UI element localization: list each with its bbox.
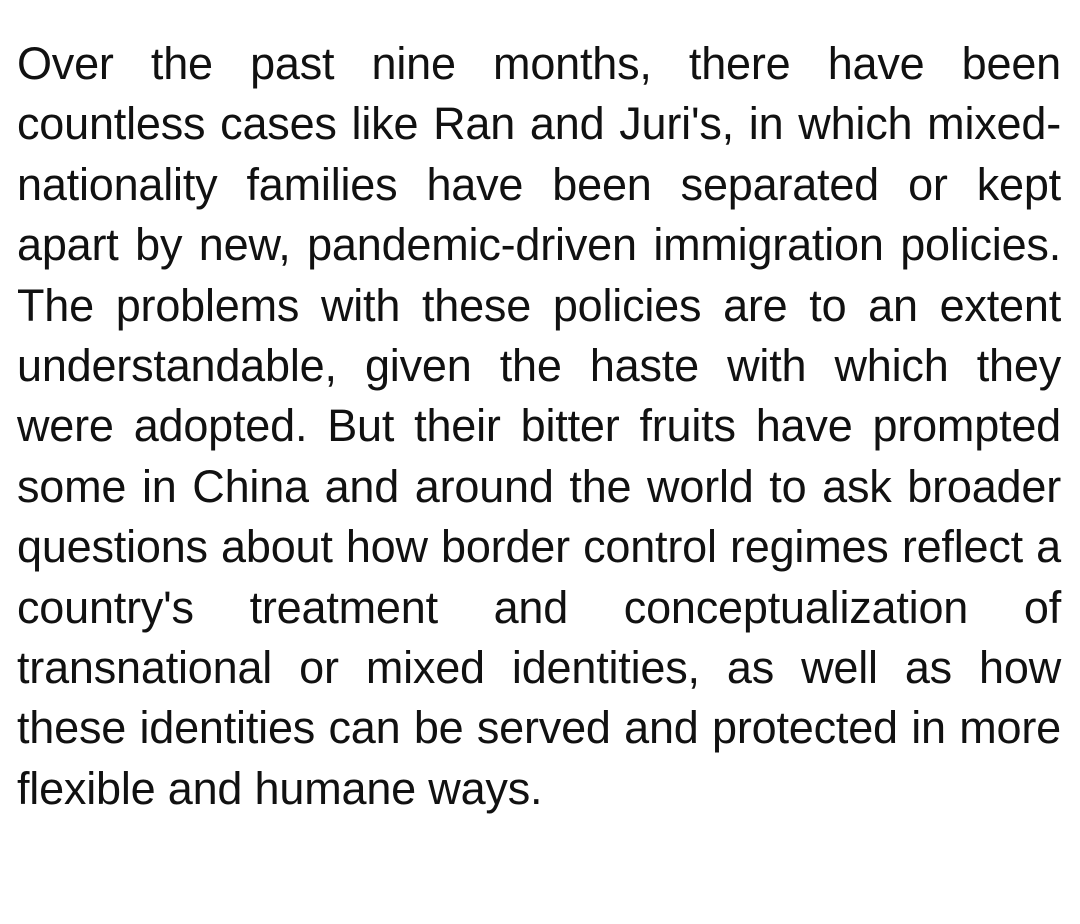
article-body: [17, 34, 1061, 819]
article-paragraph: Over the past nine months, there have been countless cases like Ran and Juri's, in which mixed-nationality families have been separated or kept apart by new, pandemic-driven immigration policies. The problems with these policies are to an extent understandable, given the haste with which they were adopted. But their bitter fruits have prompted some in China and around the world to ask broader questions about how border control regimes reflect a country's treatment and conceptualization of transnational or mixed identities, as well as how these identities can be served and protected in more flexible and humane ways.: [17, 38, 1061, 814]
